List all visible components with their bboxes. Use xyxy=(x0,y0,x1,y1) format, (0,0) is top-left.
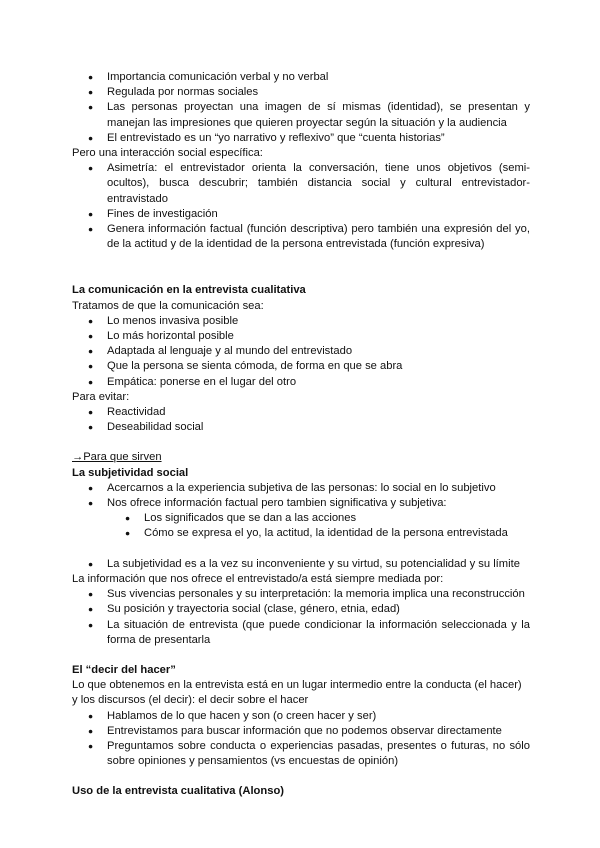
list-item: ● Adaptada al lenguaje y al mundo del entrevistado xyxy=(72,344,530,359)
list-item: ● La situación de entrevista (que puede condicionar la información seleccionada y la forma de presentarla xyxy=(72,618,530,648)
paragraph-interaccion: Pero una interacción social específica: xyxy=(72,147,263,160)
list-item: ● Lo menos invasiva posible xyxy=(72,314,530,329)
list-item: ● Preguntamos sobre conducta o experiencias pasadas, presentes o futuras, no sólo sobre opiniones y pensamientos (vs encuestas de opinión) xyxy=(72,739,530,769)
document-body xyxy=(72,70,530,800)
bullet-list-subjetividad-limite xyxy=(72,557,530,572)
paragraph-tratamos: Tratamos de que la comunicación sea: xyxy=(72,299,264,312)
heading-decir-del-hacer: El “decir del hacer” xyxy=(72,663,176,676)
list-item: ● Su posición y trayectoria social (clase, género, etnia, edad) xyxy=(72,602,530,617)
bullet-list-mediada xyxy=(72,587,530,648)
heading-uso-entrevista: Uso de la entrevista cualitativa (Alonso) xyxy=(72,785,284,798)
list-item: ● Empática: ponerse en el lugar del otro xyxy=(72,375,530,390)
list-item: ● Hablamos de lo que hacen y son (o creen hacer y ser) xyxy=(72,709,530,724)
bullet-list-decir xyxy=(72,709,530,770)
heading-subjetividad: La subjetividad social xyxy=(72,466,189,479)
list-item: ● Acercarnos a la experiencia subjetiva de las personas: lo social en lo subjetivo xyxy=(72,481,530,496)
bullet-list-comunicacion xyxy=(72,70,530,146)
list-item: ● Que la persona se sienta cómoda, de forma en que se abra xyxy=(72,359,530,374)
list-item: ● Regulada por normas sociales xyxy=(72,85,530,100)
list-item: ● Nos ofrece información factual pero tambien significativa y subjetiva: xyxy=(72,496,530,511)
list-item: ● Importancia comunicación verbal y no verbal xyxy=(72,70,530,85)
list-item: ● Los significados que se dan a las acciones xyxy=(72,511,530,526)
list-item: ● Las personas proyectan una imagen de sí mismas (identidad), se presentan y manejan las impresiones que quieren proyectar según la situación y la audiencia xyxy=(72,100,530,130)
list-item: ● El entrevistado es un “yo narrativo y reflexivo” que “cuenta historias” xyxy=(72,131,530,146)
paragraph-evitar: Para evitar: xyxy=(72,390,130,403)
list-item: ● Lo más horizontal posible xyxy=(72,329,530,344)
bullet-list-interaccion xyxy=(72,161,530,252)
bullet-list-evitar xyxy=(72,405,530,435)
list-item: ● Reactividad xyxy=(72,405,530,420)
paragraph-informacion: La información que nos ofrece el entrevistado/a está siempre mediada por: xyxy=(72,572,444,585)
link-para-que-sirven[interactable]: →Para que sirven xyxy=(72,451,162,464)
list-item: ● Entrevistamos para buscar información que no podemos observar directamente xyxy=(72,724,530,739)
list-item: ● La subjetividad es a la vez su inconveniente y su virtud, su potencialidad y su límite xyxy=(72,557,530,572)
list-item: ● Fines de investigación xyxy=(72,207,530,222)
bullet-list-tratamos xyxy=(72,314,530,390)
list-item: ● Deseabilidad social xyxy=(72,420,530,435)
paragraph-obtenemos: Lo que obtenemos en la entrevista está en un lugar intermedio entre la conducta (el hacer) y los discursos (el decir): el decir sobre el hacer xyxy=(72,679,522,707)
heading-comunicacion: La comunicación en la entrevista cualitativa xyxy=(72,284,306,297)
list-item: ● Genera información factual (función descriptiva) pero también una expresión del yo, de la actitud y de la identidad de la persona entrevistada (función expresiva) xyxy=(72,222,530,252)
list-item: ● Cómo se expresa el yo, la actitud, la identidad de la persona entrevistada xyxy=(72,526,530,541)
list-item: ● Sus vivencias personales y su interpretación: la memoria implica una reconstrucción xyxy=(72,587,530,602)
bullet-list-subjetividad xyxy=(72,481,530,542)
list-item: ● Asimetría: el entrevistador orienta la conversación, tiene unos objetivos (semi-ocultos), busca descubrir; también distancia social y cultural entrevistador-entravistado xyxy=(72,161,530,207)
